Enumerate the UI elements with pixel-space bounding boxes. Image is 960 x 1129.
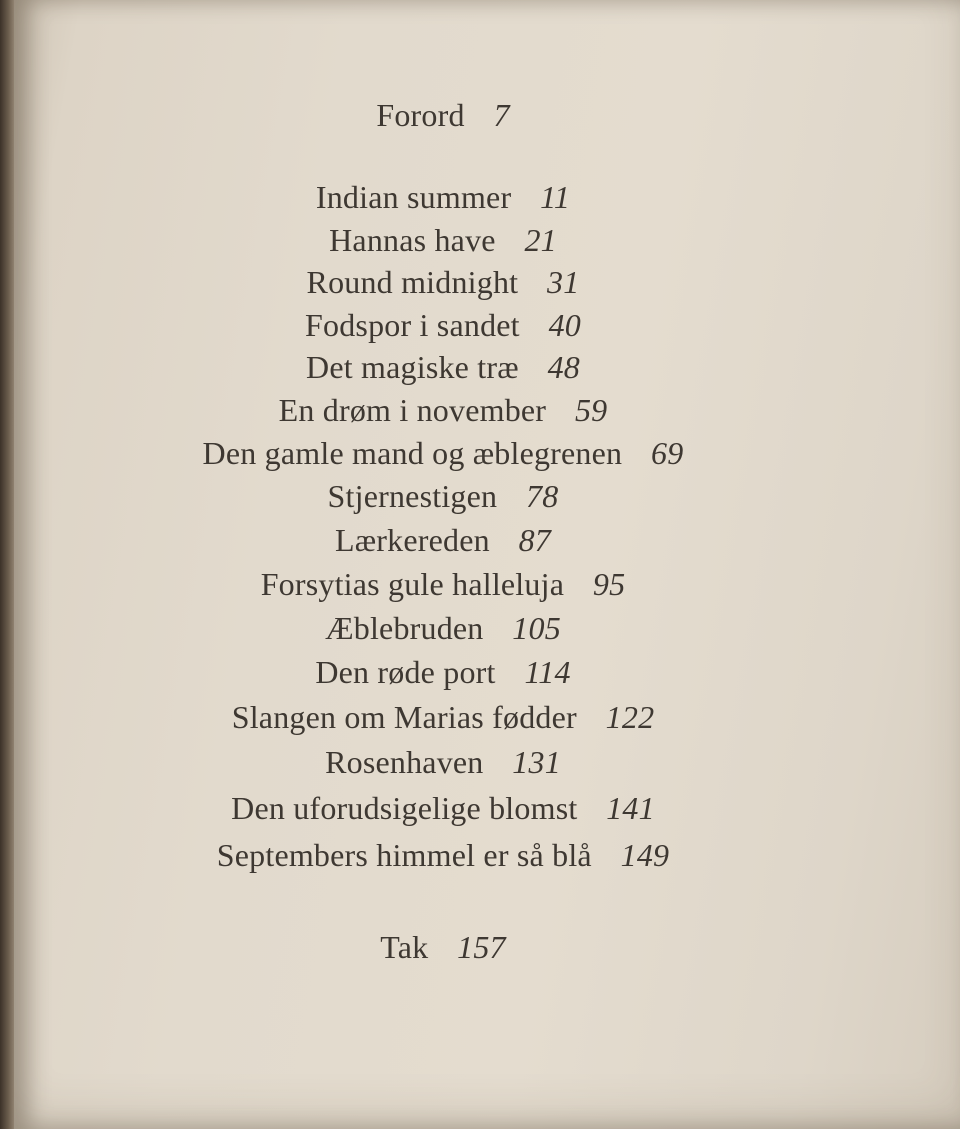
toc-entry-page: 69	[651, 435, 684, 471]
toc-entry-title: Lærkereden	[334, 522, 490, 558]
toc-entry-title: Septembers himmel er så blå	[216, 837, 592, 873]
toc-entry-title: Slangen om Marias fødder	[231, 699, 577, 735]
toc-entry-page: 122	[605, 699, 655, 735]
toc-entry	[0, 697, 886, 737]
toc-entry-page: 78	[526, 478, 559, 514]
toc-entry-title: Den uforudsigelige blomst	[231, 790, 578, 826]
toc-entry-title: Forsytias gule halleluja	[260, 566, 565, 602]
toc-entry-page: 11	[540, 179, 571, 215]
toc-entry	[0, 742, 886, 782]
toc-entry	[0, 433, 886, 473]
toc-entry	[0, 652, 886, 692]
toc-entry	[0, 520, 886, 560]
toc-entry	[0, 347, 886, 387]
toc-entry-page: 141	[606, 790, 655, 826]
toc-entry-page: 59	[574, 392, 608, 428]
toc-entry-page: 105	[512, 610, 561, 646]
toc-entry	[0, 476, 886, 516]
toc-entry-title: Indian summer	[315, 179, 512, 215]
toc-entry-page: 21	[524, 222, 557, 258]
toc-entry-page: 40	[548, 307, 581, 343]
toc-entry-title: Round midnight	[306, 264, 519, 300]
toc-entry-page: 87	[518, 522, 551, 558]
toc-entry	[0, 177, 886, 217]
toc-entry-title: Den gamle mand og æblegrenen	[202, 435, 623, 471]
toc-entry-page: 31	[547, 264, 580, 300]
toc-entry	[0, 262, 886, 302]
toc-entry-page: 114	[524, 654, 571, 690]
toc-entry-page: 157	[457, 929, 506, 965]
toc-entry-title: Stjernestigen	[327, 478, 498, 514]
toc-entry-title: Den røde port	[315, 654, 496, 690]
toc-entry-title: Det magiske træ	[306, 349, 519, 385]
toc-entry-title: Rosenhaven	[325, 744, 484, 780]
toc-entry-title: Hannas have	[329, 222, 496, 258]
toc-entry-tak	[0, 927, 886, 967]
toc-entry-forord	[0, 95, 886, 135]
toc-entry-title: Fodspor i sandet	[305, 307, 520, 343]
toc-entry	[0, 788, 886, 828]
toc-entry	[0, 564, 886, 604]
toc-entry-page: 7	[493, 97, 510, 133]
toc-entry	[0, 608, 886, 648]
toc-entry-page: 149	[620, 837, 670, 873]
toc-entry	[0, 390, 886, 430]
toc-entry	[0, 305, 886, 345]
toc-entry	[0, 220, 886, 260]
toc-entry-page: 95	[592, 566, 626, 602]
toc-entry	[0, 835, 886, 875]
toc-entry-title: En drøm i november	[278, 392, 547, 428]
toc-entry-title: Æblebruden	[325, 610, 484, 646]
toc-entry-page: 48	[547, 349, 580, 385]
toc-entry-title: Forord	[376, 97, 465, 133]
toc-entry-title: Tak	[380, 929, 429, 965]
toc-entry-page: 131	[512, 744, 561, 780]
